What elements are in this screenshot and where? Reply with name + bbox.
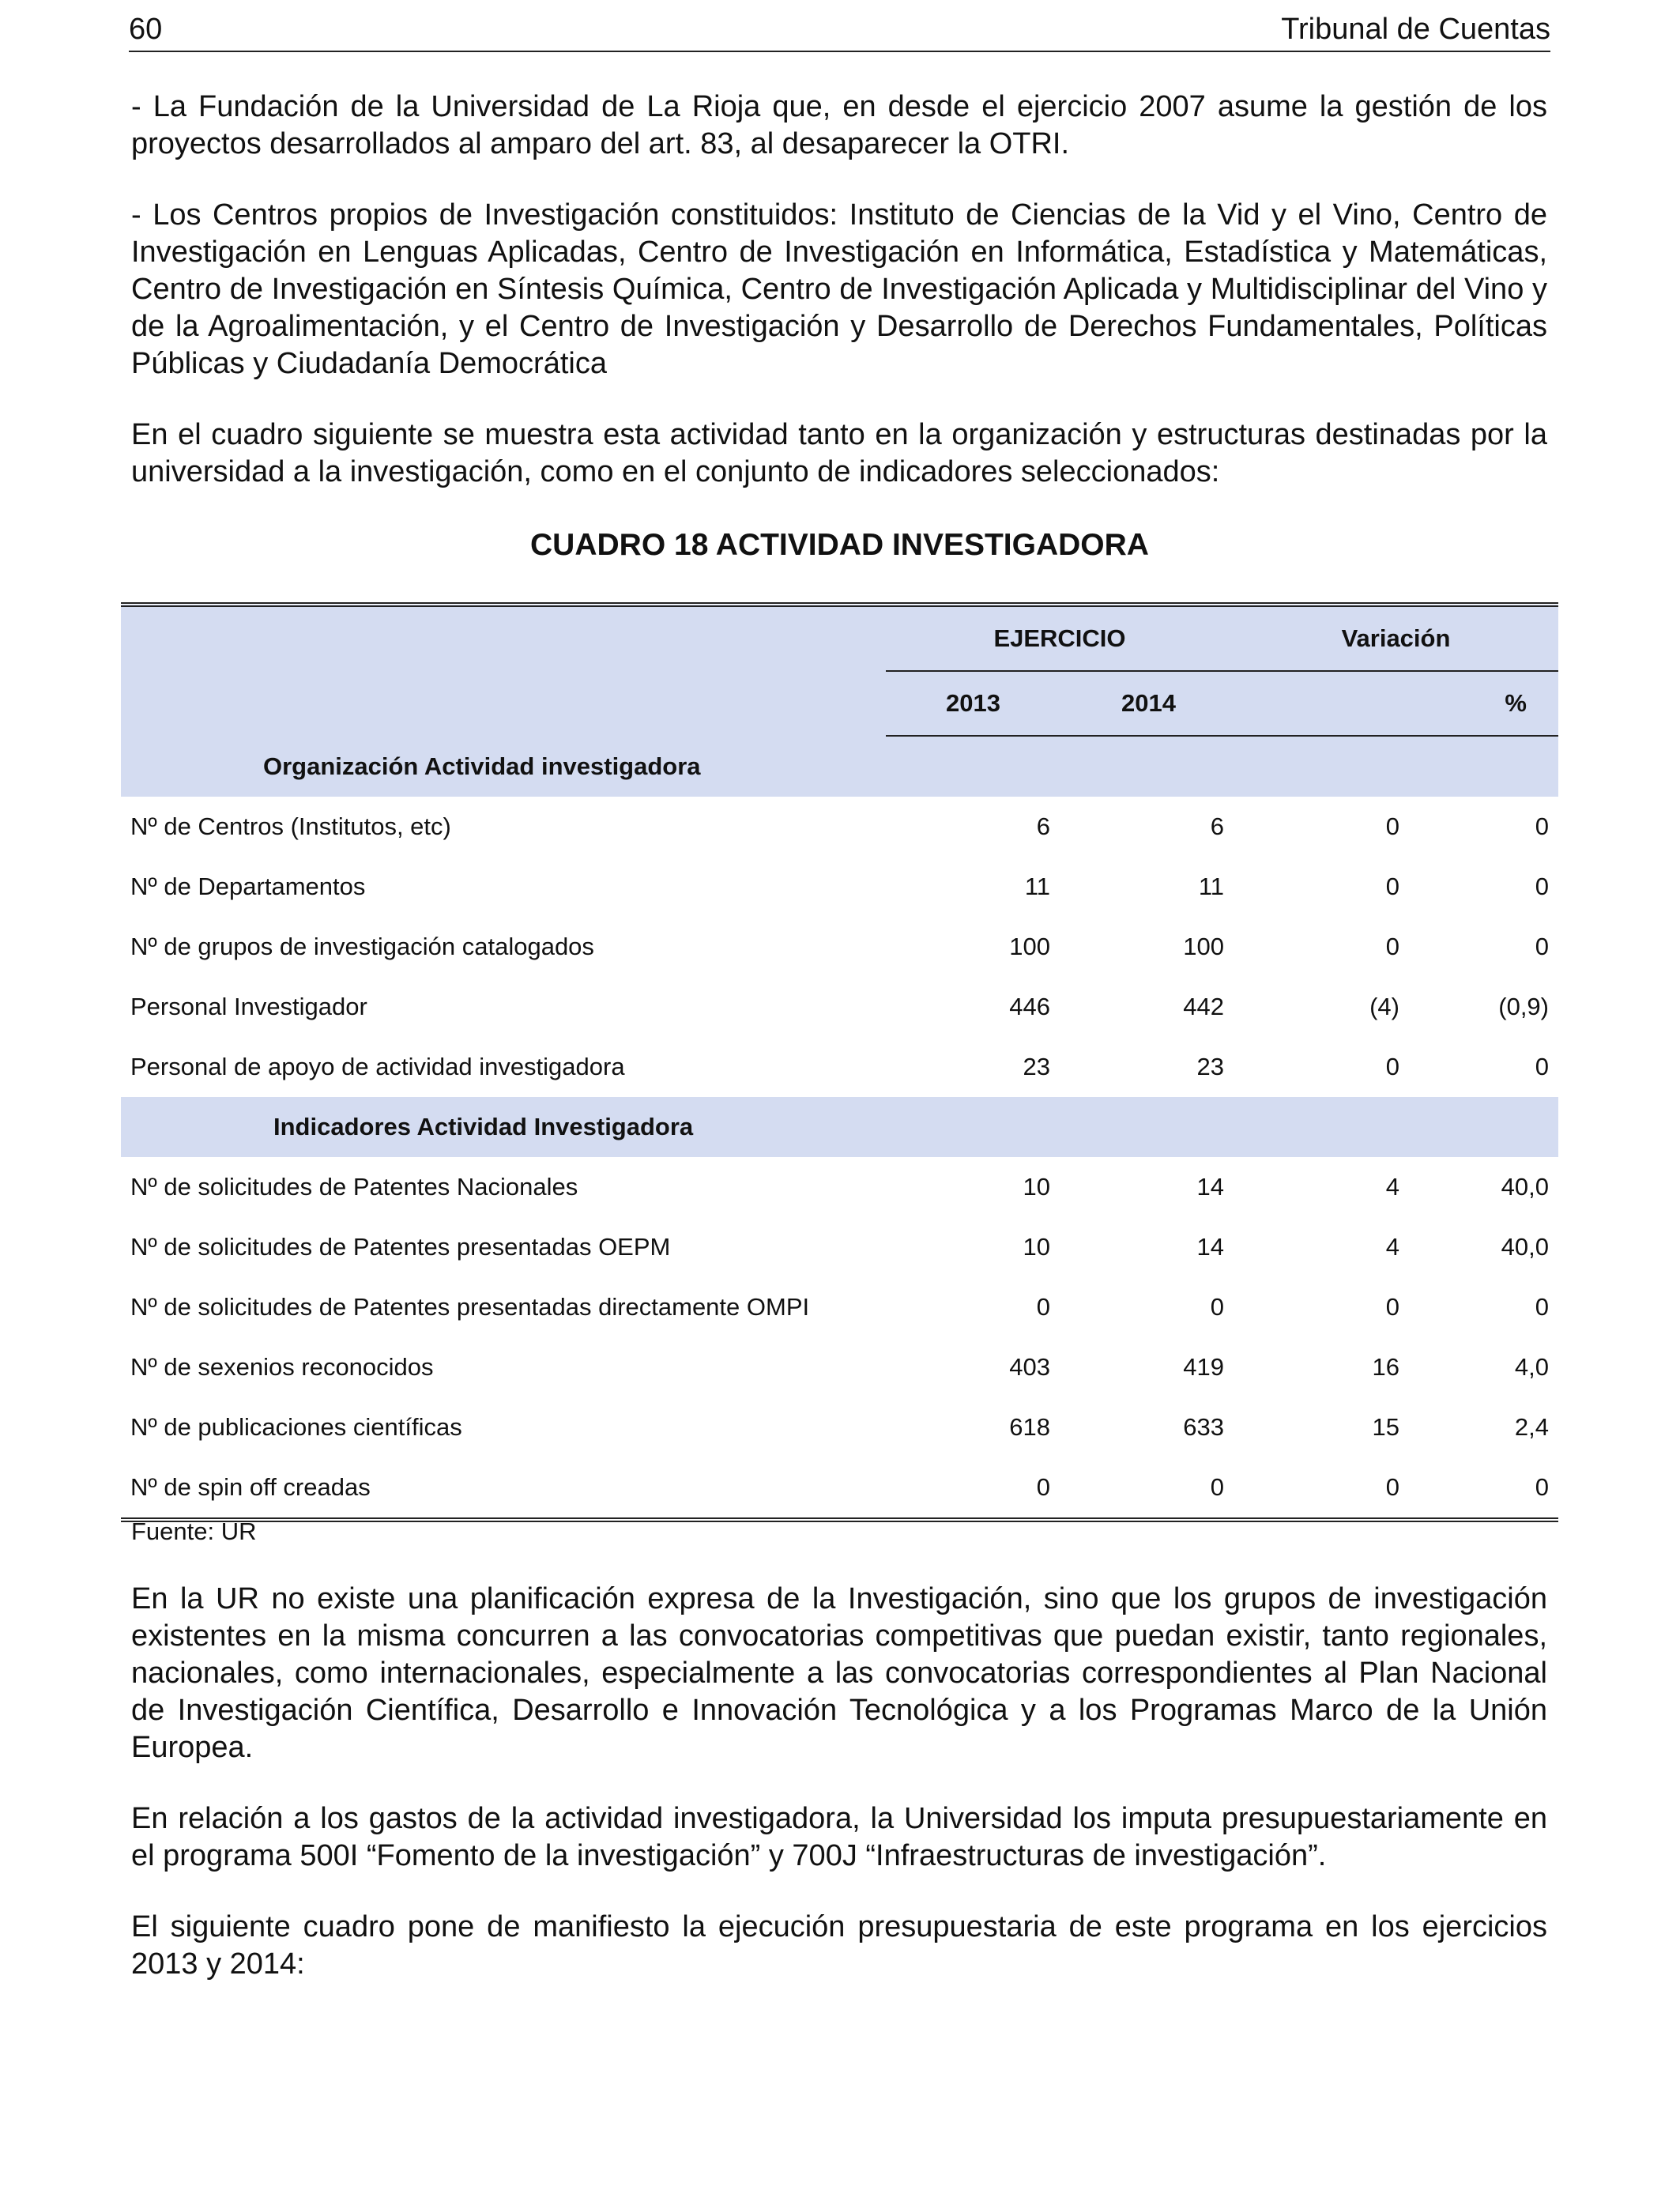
row-label: Nº de sexenios reconocidos [130,1353,434,1381]
value-percent: 0 [1535,1053,1549,1080]
row-label: Nº de solicitudes de Patentes presentadas directamente OMPI [130,1293,810,1321]
table-row [121,1397,1558,1457]
page-number: 60 [129,13,163,46]
group-header-variacion: Variación [1234,605,1558,671]
table-row [121,977,1558,1037]
value-2014: 14 [1196,1173,1224,1201]
table-row [121,797,1558,857]
value-2013: 10 [1023,1233,1050,1261]
value-variation: 0 [1385,1053,1399,1080]
value-percent: (0,9) [1498,993,1549,1020]
value-2013: 618 [1009,1413,1050,1441]
value-2014: 23 [1196,1053,1224,1080]
value-2014: 11 [1198,873,1224,900]
value-2014: 633 [1183,1413,1224,1441]
column-header-2014: 2014 [1060,671,1234,736]
row-label: Personal de apoyo de actividad investigadora [130,1053,625,1080]
value-2013: 11 [1024,873,1050,900]
value-2013: 0 [1036,1293,1050,1321]
table-row [121,1157,1558,1217]
value-2014: 419 [1183,1353,1224,1381]
table-source-note: Fuente: UR [131,1517,257,1545]
row-label: Nº de grupos de investigación catalogados [130,933,594,960]
column-header-percent: % [1409,671,1558,736]
paragraph-cuadro-intro: En el cuadro siguiente se muestra esta actividad tanto en la organización y estructuras destinadas por la universidad a la investigación, como en el conjunto de indicadores seleccionados: [131,418,1547,488]
paragraph-siguiente-cuadro: El siguiente cuadro pone de manifiesto la ejecución presupuestaria de este programa en los ejercicios 2013 y 2014: [131,1910,1547,1981]
value-variation: 4 [1385,1173,1399,1201]
table-row [121,917,1558,977]
table-row [121,1337,1558,1397]
value-variation: 0 [1385,812,1399,840]
intro-section [131,89,1547,525]
value-variation: 15 [1372,1413,1399,1441]
value-2014: 0 [1210,1293,1224,1321]
value-variation: (4) [1369,993,1399,1020]
activity-table-container [121,602,1558,1522]
value-variation: 4 [1385,1233,1399,1261]
column-header-2013: 2013 [886,671,1060,736]
value-percent: 0 [1535,873,1549,900]
table-row [121,1277,1558,1337]
value-percent: 0 [1535,1293,1549,1321]
row-label: Nº de solicitudes de Patentes presentadas OEPM [130,1233,671,1261]
value-2014: 14 [1196,1233,1224,1261]
table-row [121,1037,1558,1097]
row-label: Nº de Centros (Institutos, etc) [130,812,451,840]
page-header [129,8,1550,52]
value-variation: 0 [1385,1473,1399,1501]
value-2013: 0 [1036,1473,1050,1501]
table-row [121,857,1558,917]
paragraph-planificacion: En la UR no existe una planificación expresa de la Investigación, sino que los grupos de investigación existentes en la misma concurren a las convocatorias competitivas que puedan existir, tanto regionales, nacionales, como internacionales, especialmente a las convocatorias correspondientes al Plan Nacional de Investigación Científica, Desarrollo e Innovación Tecnológica y a los Programas Marco de la Unión Europea. [131,1582,1547,1764]
value-variation: 0 [1385,873,1399,900]
section-label: Organización Actividad investigadora [121,736,886,797]
group-header-ejercicio: EJERCICIO [886,605,1234,671]
value-2014: 442 [1183,993,1224,1020]
value-percent: 4,0 [1514,1353,1549,1381]
value-variation: 16 [1372,1353,1399,1381]
table-header-row-1 [121,605,1558,671]
value-2014: 0 [1210,1473,1224,1501]
table-header-row-2 [121,671,1558,736]
value-variation: 0 [1385,933,1399,960]
value-2014: 6 [1210,812,1224,840]
value-2013: 10 [1023,1173,1050,1201]
value-percent: 0 [1535,1473,1549,1501]
paragraph-gastos: En relación a los gastos de la actividad investigadora, la Universidad los imputa presupuestariamente en el programa 500I “Fomento de la investigación” y 700J “Infraestructuras de investigación”. [131,1802,1547,1872]
row-label: Nº de publicaciones científicas [130,1413,462,1441]
paragraph-fundacion: - La Fundación de la Universidad de La Rioja que, en desde el ejercicio 2007 asume la gestión de los proyectos desarrollados al amparo del art. 83, al desaparecer la OTRI. [131,90,1547,160]
table-row [121,1217,1558,1277]
value-percent: 40,0 [1501,1233,1549,1261]
table-row [121,1457,1558,1520]
value-2014: 100 [1183,933,1224,960]
publisher-name: Tribunal de Cuentas [1281,13,1550,46]
activity-table [121,602,1558,1522]
paragraph-centros: - Los Centros propios de Investigación constituidos: Instituto de Ciencias de la Vid y el Vino, Centro de Investigación en Lenguas Aplicadas, Centro de Investigación en Informática, Estadística y Matemáticas, Centro de Investigación en Síntesis Química, Centro de Investigación Aplicada y Multidisciplinar del Vino y de la Agroalimentación, y el Centro de Investigación y Desarrollo de Derechos Fundamentales, Políticas Públicas y Ciudadanía Democrática [131,198,1547,380]
table-title: CUADRO 18 ACTIVIDAD INVESTIGADORA [530,528,1149,562]
value-variation: 0 [1385,1293,1399,1321]
section-label: Indicadores Actividad Investigadora [121,1097,886,1157]
value-percent: 0 [1535,933,1549,960]
value-2013: 100 [1009,933,1050,960]
row-label: Nº de Departamentos [130,873,366,900]
value-percent: 40,0 [1501,1173,1549,1201]
value-percent: 2,4 [1514,1413,1549,1441]
closing-section [131,1581,1547,2017]
value-2013: 23 [1023,1053,1050,1080]
value-percent: 0 [1535,812,1549,840]
value-2013: 446 [1009,993,1050,1020]
value-2013: 403 [1009,1353,1050,1381]
value-2013: 6 [1036,812,1050,840]
section-row-indicadores [121,1097,1558,1157]
row-label: Personal Investigador [130,993,367,1020]
section-row-organizacion [121,736,1558,797]
row-label: Nº de solicitudes de Patentes Nacionales [130,1173,578,1201]
row-label: Nº de spin off creadas [130,1473,371,1501]
